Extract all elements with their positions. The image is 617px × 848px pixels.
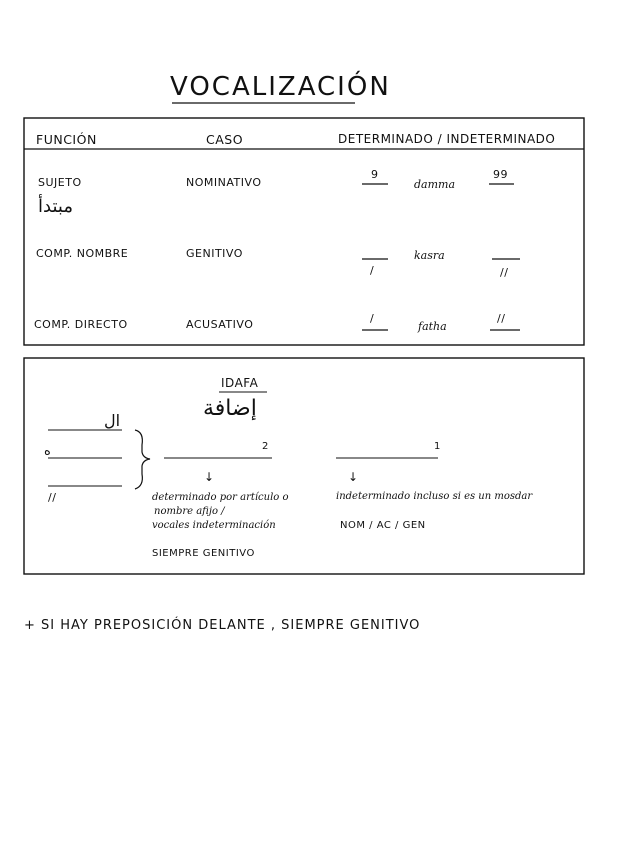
left-desc-line-3: vocales indeterminación [152,520,276,531]
left-desc-line-2: nombre afijo / [154,506,225,517]
row3-funcion: COMP. DIRECTO [34,318,128,331]
page-title: VOCALIZACIÓN [170,72,391,102]
row1-det-mark: 9 [371,168,379,181]
row3-det-mark: / [370,312,375,325]
footer-note: + SI HAY PREPOSICIÓN DELANTE , SIEMPRE GENITIVO [24,618,421,633]
row1-funcion-ar: مبتدأ [38,196,73,217]
header-funcion: FUNCIÓN [36,132,97,147]
row1-caso: NOMINATIVO [186,176,262,189]
arrow-right: ↓ [348,470,359,484]
left-description [152,491,289,533]
row1-funcion: SUJETO [38,176,82,189]
left-desc-line-1: determinado por artículo o [152,492,289,503]
row3-vowel: fatha [418,320,447,333]
brace [135,430,150,489]
row2-vowel: kasra [414,249,445,262]
row3-caso: ACUSATIVO [186,318,254,331]
slot-1-number: 1 [434,441,441,452]
idafa-title: IDAFA [221,376,259,390]
header-det-indet: DETERMINADO / INDETERMINADO [338,132,556,146]
row2-caso: GENITIVO [186,247,243,260]
row2-funcion: COMP. NOMBRE [36,247,129,260]
row2-det-mark: / [370,264,375,277]
row3-indet-mark: // [497,312,506,325]
idafa-box [24,358,584,574]
idafa-title-ar: إضافة [203,396,257,421]
right-note: NOM / AC / GEN [340,520,426,531]
left-mark-al: ال [104,411,121,430]
row1-vowel: damma [414,178,456,191]
row2-indet-mark: // [500,266,509,279]
left-note: SIEMPRE GENITIVO [152,548,255,559]
row1-indet-mark: 99 [493,168,508,181]
arrow-left: ↓ [204,470,215,484]
left-mark-tanwin: // [48,491,57,504]
left-mark-ha: ه [44,444,51,459]
right-description: indeterminado incluso si es un mosdar [336,491,533,502]
slot-2-number: 2 [262,441,269,452]
header-caso: CASO [206,132,244,147]
table-box [24,118,584,345]
